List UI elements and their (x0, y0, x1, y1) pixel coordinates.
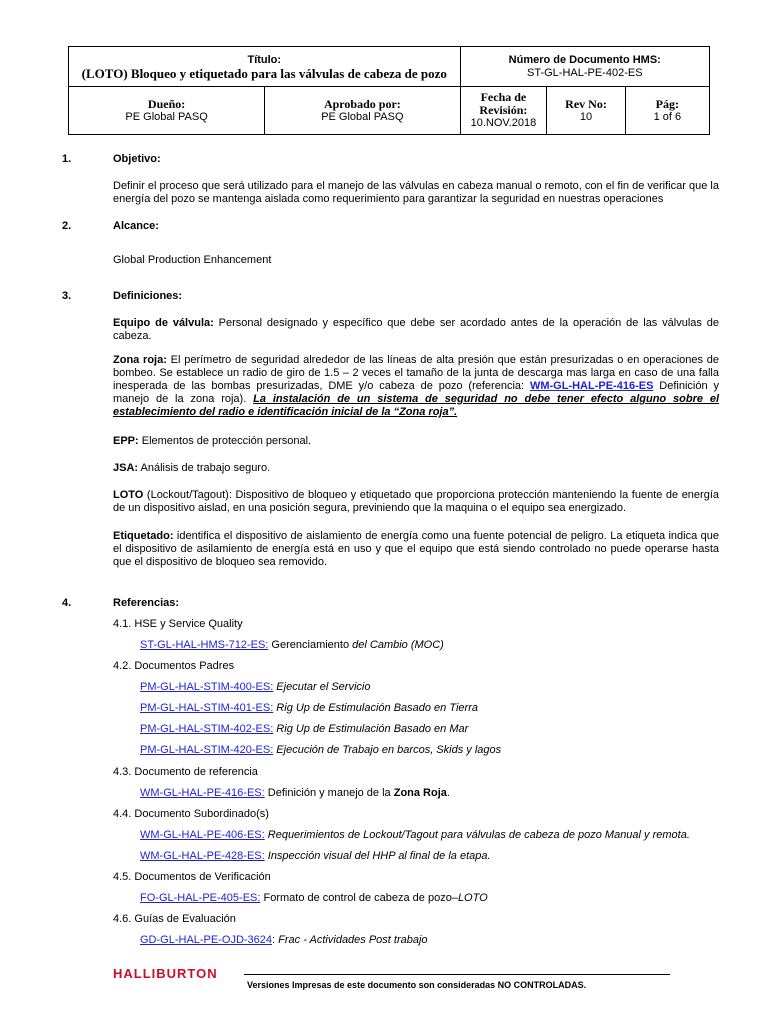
section-3-number: 3. (62, 290, 72, 302)
reference-text: Ejecución de Trabajo en barcos, Skids y lagos (273, 744, 502, 756)
section-3-title: Definiciones: (113, 290, 183, 302)
reference-link[interactable]: GD-GL-HAL-PE-OJD-3624 (140, 934, 273, 946)
reference-link[interactable]: ST-GL-HAL-HMS-712-ES: (140, 639, 269, 651)
reference-item (140, 850, 491, 862)
rev-no-label: Rev No: (565, 96, 607, 111)
section-4-title: Referencias: (113, 597, 180, 609)
section-4-number: 4. (62, 597, 72, 609)
definition-term: Zona roja: (113, 354, 167, 366)
reference-item (140, 639, 444, 651)
approved-cell (265, 87, 460, 135)
reference-text-italic: del Cambio (MOC) (352, 639, 444, 651)
reference-link[interactable]: PM-GL-HAL-STIM-401-ES: (140, 702, 274, 714)
definition-loto (113, 489, 719, 515)
owner-label: Dueño: (147, 96, 186, 111)
reference-text-end: . (446, 787, 450, 799)
reference-text: Rig Up de Estimulación Basado en Mar (273, 723, 469, 735)
definition-text: (Lockout/Tagout): Dispositivo de bloqueo y etiquetado que proporciona protección manteniendo la fuente de energía de un dispositivo aislad, en una posición segura, previniendo que la maquina o el equipo sea energizado. (113, 489, 719, 514)
definition-jsa (113, 462, 719, 475)
definition-term: Equipo de válvula: (113, 317, 214, 329)
reference-group-4-6: 4.6. Guías de Evaluación (113, 913, 236, 925)
definition-term: JSA: (113, 462, 139, 474)
section-1-title: Objetivo: (113, 153, 161, 165)
reference-text: Requerimientos de Lockout/Tagout para válvulas de cabeza de pozo Manual y remota. (264, 829, 690, 841)
approved-value: PE Global PASQ (321, 110, 404, 123)
definition-text: Análisis de trabajo seguro. (138, 462, 271, 474)
section-2-title: Alcance: (113, 220, 159, 232)
definition-equipo-valvula (113, 317, 719, 343)
reference-link[interactable]: PM-GL-HAL-STIM-420-ES: (140, 744, 274, 756)
title-label: Título: (247, 53, 282, 66)
definition-text: El perímetro de seguridad alrededor de las líneas de alta presión que están presurizadas o en operaciones de bombeo. Se establece un radio de giro de 1.5 – 2 veces el tamaño de la junta de descarga mas larga en caso de una falla inesperada de las bombas presurizadas, DME y/o cabeza de pozo (referencia: (113, 354, 720, 392)
owner-value: PE Global PASQ (125, 110, 208, 123)
uncontrolled-copy-note: Versiones Impresas de este documento son consideradas NO CONTROLADAS. (247, 980, 587, 990)
reference-link[interactable]: FO-GL-HAL-PE-405-ES: (140, 892, 261, 904)
revision-date-label-2: Revisión: (479, 103, 528, 117)
reference-group-4-5: 4.5. Documentos de Verificación (113, 871, 271, 883)
page-cell (625, 87, 709, 135)
reference-text-bold: Zona Roja (393, 787, 447, 799)
definition-term: Etiquetado: (113, 530, 174, 542)
owner-cell (69, 87, 265, 135)
reference-text: Gerenciamiento (268, 639, 353, 651)
definition-term: EPP: (113, 435, 139, 447)
reference-link[interactable]: PM-GL-HAL-STIM-400-ES: (140, 681, 274, 693)
reference-text: Ejecutar el Servicio (273, 681, 371, 693)
title-cell (69, 47, 461, 87)
reference-group-4-3: 4.3. Documento de referencia (113, 766, 258, 778)
reference-text: : (272, 934, 279, 946)
definition-epp (113, 435, 719, 448)
reference-text: Formato de control de cabeza de pozo– (260, 892, 458, 904)
reference-item (140, 934, 428, 946)
reference-item (140, 723, 468, 735)
reference-item (140, 829, 690, 841)
reference-group-4-1: 4.1. HSE y Service Quality (113, 618, 243, 630)
definition-text: Personal designado y específico que debe ser acordado antes de la operación de las válvulas de cabeza. (113, 317, 720, 342)
reference-link[interactable]: WM-GL-HAL-PE-406-ES: (140, 829, 265, 841)
footer-divider (244, 974, 670, 975)
reference-text-italic: Frac - Actividades Post trabajo (278, 934, 428, 946)
reference-item (140, 744, 501, 756)
reference-link[interactable]: WM-GL-HAL-PE-428-ES: (140, 850, 265, 862)
section-2-text: Global Production Enhancement (113, 254, 272, 266)
definition-term: LOTO (113, 489, 144, 501)
reference-link[interactable]: WM-GL-HAL-PE-416-ES: (140, 787, 265, 799)
revision-date-cell (460, 87, 547, 135)
reference-item (140, 892, 488, 904)
revision-date-label-1: Fecha de (480, 90, 527, 104)
section-1-number: 1. (62, 153, 72, 165)
document-title: (LOTO) Bloqueo y etiquetado para las válvulas de cabeza de pozo (81, 65, 447, 81)
rev-no-cell (547, 87, 625, 135)
reference-item (140, 702, 478, 714)
halliburton-logo: HALLIBURTON (113, 966, 218, 981)
doc-number-cell (460, 47, 709, 87)
definition-text-cont: Definición y manejo de la zona roja). (113, 380, 719, 405)
reference-item (140, 681, 370, 693)
reference-text: Rig Up de Estimulación Basado en Tierra (273, 702, 478, 714)
reference-item (140, 787, 450, 799)
reference-text: Inspección visual del HHP al final de la etapa. (264, 850, 491, 862)
document-header-table (68, 46, 710, 135)
approved-label: Aprobado por: (323, 96, 401, 111)
definition-text: identifica el dispositivo de aislamiento de energía como una fuente potencial de peligro. La etiqueta indica que el dispositivo de asilamiento de energía está en uso y que el equipo que está siendo controlado no puede operarse hasta que el dispositivo de bloqueo sea removido. (113, 530, 719, 568)
emphasis-note: La instalación de un sistema de seguridad no debe tener efecto alguno sobre el establecimiento del radio e identificación inicial de la “Zona roja”. (113, 393, 720, 418)
reference-group-4-4: 4.4. Documento Subordinado(s) (113, 808, 269, 820)
reference-group-4-2: 4.2. Documentos Padres (113, 660, 235, 672)
section-1-text: Definir el proceso que será utilizado para el manejo de las válvulas en cabeza manual o remoto, con el fin de verificar que la energía del pozo se mantenga aislada como requerimiento para garantizar la seguridad en nuestras operaciones (113, 180, 719, 205)
doc-number-label: Número de Documento HMS: (508, 53, 661, 66)
doc-number-value: ST-GL-HAL-PE-402-ES (527, 66, 643, 79)
definition-text: Elementos de protección personal. (138, 435, 312, 447)
page-value: 1 of 6 (653, 110, 682, 123)
page-label: Pág: (655, 96, 679, 111)
definition-zona-roja (113, 354, 719, 419)
reference-link[interactable]: PM-GL-HAL-STIM-402-ES: (140, 723, 274, 735)
section-2-number: 2. (62, 220, 72, 232)
reference-text-italic: LOTO (457, 892, 488, 904)
revision-date-value: 10.NOV.2018 (470, 117, 537, 129)
reference-text: Definición y manejo de la (264, 787, 394, 799)
definition-etiquetado (113, 530, 719, 569)
rev-no-value: 10 (579, 110, 593, 123)
reference-link[interactable]: WM-GL-HAL-PE-416-ES (529, 380, 654, 392)
